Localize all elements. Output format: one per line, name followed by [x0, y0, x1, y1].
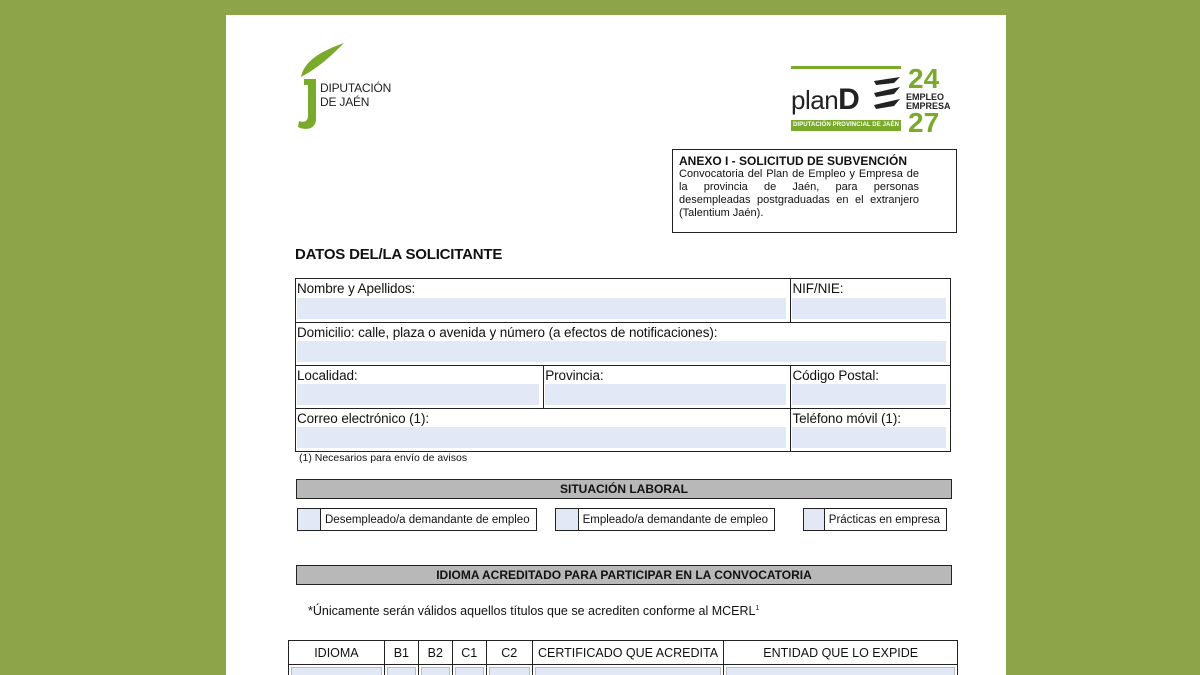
domicilio-field[interactable]	[296, 323, 950, 365]
localidad-label: Localidad:	[297, 368, 358, 383]
pland-arrows-icon	[872, 75, 902, 111]
pland-wordmark: planD	[791, 83, 860, 116]
cp-field[interactable]	[790, 366, 950, 408]
cell-c2[interactable]	[486, 665, 532, 675]
col-b2: B2	[418, 641, 452, 665]
cp-input[interactable]	[792, 384, 946, 405]
table-row	[289, 665, 958, 675]
label-empleado: Empleado/a demandante de empleo	[582, 513, 768, 526]
cell-b2[interactable]	[418, 665, 452, 675]
correo-label: Correo electrónico (1):	[297, 411, 430, 426]
col-c2: C2	[486, 641, 532, 665]
domicilio-label: Domicilio: calle, plaza o avenida y número (a efectos de notificaciones):	[297, 325, 718, 340]
localidad-field[interactable]	[296, 366, 543, 408]
applicant-form	[295, 278, 951, 452]
idioma-bar: IDIOMA ACREDITADO PARA PARTICIPAR EN LA CONVOCATORIA	[296, 565, 952, 585]
pland-year-bottom: 27	[908, 107, 940, 138]
anexo-body: Convocatoria del Plan de Empleo y Empresa de la provincia de Jaén, para personas desempleadas postgraduadas en el extranjero (Talentium Jaén).	[679, 168, 919, 219]
option-desempleado[interactable]	[297, 508, 537, 531]
form-row-address	[296, 322, 950, 365]
cp-label: Código Postal:	[792, 368, 879, 383]
diputacion-logo-text: DIPUTACIÓN DE JAÉN	[320, 81, 392, 109]
provincia-input[interactable]	[545, 384, 786, 405]
telefono-label: Teléfono móvil (1):	[792, 411, 901, 426]
cell-idioma[interactable]	[289, 665, 385, 675]
required-note: (1) Necesarios para envío de avisos	[299, 452, 468, 464]
nombre-input[interactable]	[297, 298, 786, 319]
anexo-box	[672, 149, 957, 233]
pland-empresa: EMPRESA	[906, 101, 951, 111]
option-empleado[interactable]	[555, 508, 775, 531]
mcerl-note: *Únicamente serán válidos aquellos títulos que se acrediten conforme al MCERL$^1$	[308, 604, 760, 618]
cell-c1[interactable]	[452, 665, 486, 675]
col-b1: B1	[384, 641, 418, 665]
pland-empleo: EMPLEO	[906, 92, 945, 102]
pland-subtitle: DIPUTACIÓN PROVINCIAL DE JAÉN	[791, 120, 901, 131]
nif-input[interactable]	[792, 298, 946, 319]
provincia-field[interactable]	[543, 366, 790, 408]
nombre-field[interactable]	[296, 279, 790, 322]
label-desempleado: Desempleado/a demandante de empleo	[325, 513, 530, 526]
checkbox-desempleado[interactable]	[297, 508, 321, 531]
checkbox-empleado[interactable]	[555, 508, 579, 531]
telefono-input[interactable]	[792, 427, 946, 448]
col-idioma: IDIOMA	[289, 641, 385, 665]
anexo-title: ANEXO I - SOLICITUD DE SUBVENCIÓN	[679, 154, 908, 168]
table-header-row	[289, 641, 958, 665]
cell-entidad[interactable]	[724, 665, 958, 675]
form-row-location	[296, 365, 950, 408]
form-row-name	[296, 279, 950, 322]
localidad-input[interactable]	[297, 384, 539, 405]
pland-top-bar	[791, 66, 901, 69]
cell-b1[interactable]	[384, 665, 418, 675]
cell-certificado[interactable]	[532, 665, 724, 675]
situacion-bar: SITUACIÓN LABORAL	[296, 479, 952, 499]
telefono-field[interactable]	[790, 409, 950, 451]
col-c1: C1	[452, 641, 486, 665]
nombre-label: Nombre y Apellidos:	[297, 281, 416, 296]
form-row-contact	[296, 408, 950, 451]
option-practicas[interactable]	[803, 508, 947, 531]
document-page	[226, 15, 1006, 675]
nif-label: NIF/NIE:	[792, 281, 844, 296]
domicilio-input[interactable]	[297, 341, 946, 362]
nif-field[interactable]	[790, 279, 950, 322]
correo-field[interactable]	[296, 409, 790, 451]
label-practicas: Prácticas en empresa	[828, 513, 940, 526]
section-title: DATOS DEL/LA SOLICITANTE	[295, 246, 503, 263]
correo-input[interactable]	[297, 427, 786, 448]
col-entidad: ENTIDAD QUE LO EXPIDE	[724, 641, 958, 665]
pland-year-top: 24	[908, 63, 940, 94]
provincia-label: Provincia:	[545, 368, 604, 383]
language-table	[288, 640, 958, 675]
col-certificado: CERTIFICADO QUE ACREDITA	[532, 641, 724, 665]
checkbox-practicas[interactable]	[803, 508, 825, 531]
